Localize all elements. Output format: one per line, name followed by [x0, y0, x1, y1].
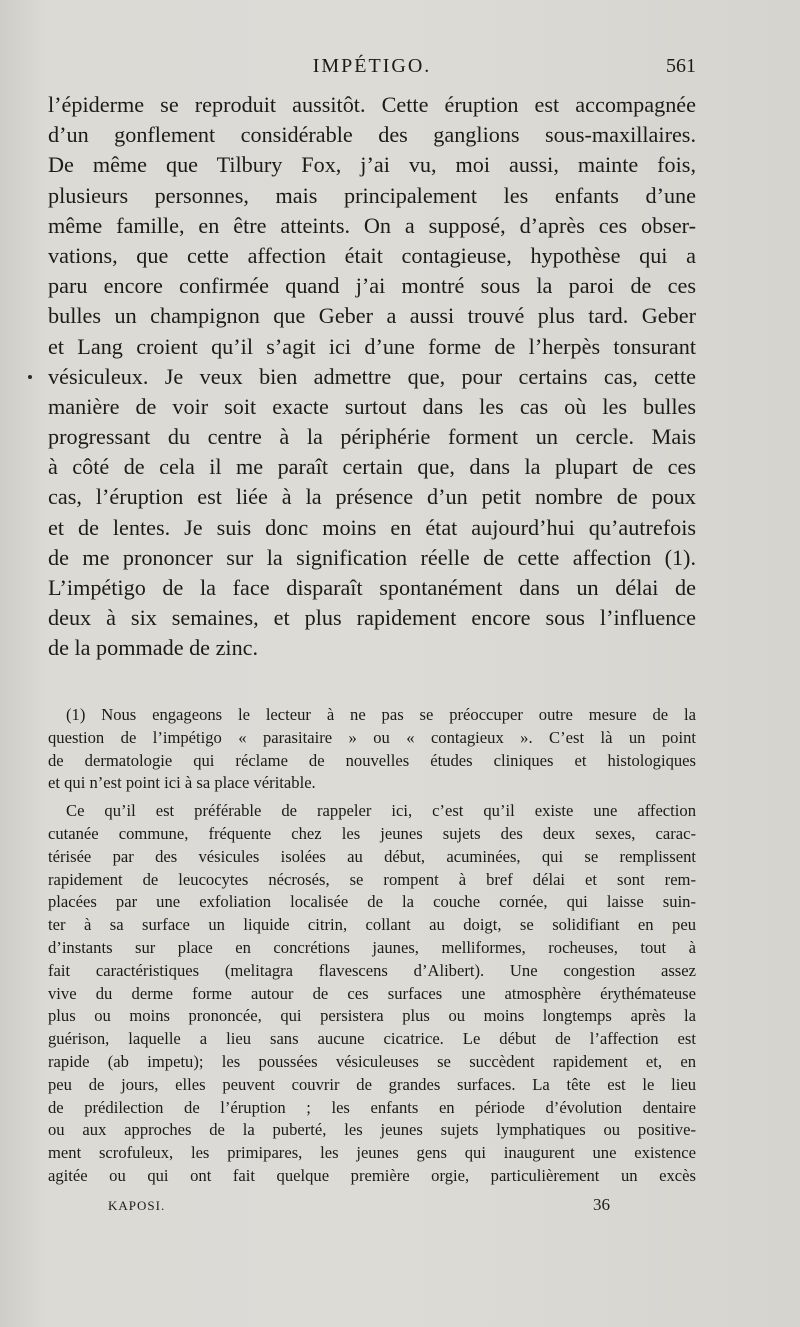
text-line: manière de voir soit exacte surtout dans les cas où les bulles	[48, 393, 696, 419]
footnote	[48, 704, 696, 1188]
text-line: de la pommade de zinc.	[48, 635, 259, 661]
text-line: deux à six semaines, et plus rapidement encore sous l’influence	[48, 605, 696, 631]
footnote-line: fait caractéristiques (melitagra flavescens d’Alibert). Une congestion assez	[48, 960, 696, 980]
footnote-line: rapide (ab impetu); les poussées vésiculeuses se succèdent rapidement et, en	[48, 1051, 696, 1071]
text-line: L’impétigo de la face disparaît spontanément dans un délai de	[48, 575, 696, 600]
text-line: et Lang croient qu’il s’agit ici d’une forme de l’herpès tonsurant	[48, 333, 696, 359]
footnote-line: ment scrofuleux, les primipares, les jeunes gens qui inaugurent une existence	[48, 1143, 696, 1163]
footnote-line: ou aux approches de la puberté, les jeunes sujets lymphatiques ou positive-	[48, 1120, 696, 1140]
sheet-number: 36	[593, 1195, 610, 1214]
footnote-line: vive du derme forme autour de ces surfaces une atmosphère érythémateuse	[48, 983, 696, 1003]
footnote-line: plus ou moins prononcée, qui persistera plus ou moins longtemps après la	[48, 1006, 696, 1026]
text-line: bulles un champignon que Geber a aussi trouvé plus tard. Geber	[48, 303, 696, 329]
margin-mark	[28, 375, 32, 379]
footnote-line: cutanée commune, fréquente chez les jeunes sujets des deux sexes, carac-	[48, 823, 696, 843]
text-line: d’un gonflement considérable des ganglions sous-maxillaires.	[48, 122, 696, 148]
footnote-line: question de l’impétigo « parasitaire » ou « contagieux ». C’est là un point	[48, 727, 696, 747]
text-line: progressant du centre à la périphérie forment un cercle. Mais	[48, 424, 696, 450]
footnote-line: rapidement de leucocytes nécrosés, se rompent à bref délai et sont rem-	[48, 869, 696, 889]
text-line: de me prononcer sur la signification réelle de cette affection (1).	[48, 544, 696, 570]
text-line: cas, l’éruption est liée à la présence d’un petit nombre de poux	[48, 484, 696, 510]
text-line: De même que Tilbury Fox, j’ai vu, moi aussi, mainte fois,	[48, 152, 696, 178]
text-line: paru encore confirmée quand j’ai montré sous la paroi de ces	[48, 273, 696, 299]
footnote-line: térisée par des vésicules isolées au début, acuminées, qui se remplissent	[48, 846, 696, 866]
page-footer	[48, 1195, 696, 1217]
text-line: vations, que cette affection était contagieuse, hypothèse qui a	[48, 242, 696, 268]
text-line: plusieurs personnes, mais principalement les enfants d’une	[48, 182, 696, 208]
footnote-line: (1) Nous engageons le lecteur à ne pas se préoccuper outre mesure de la	[66, 705, 696, 724]
printer-signature: KAPOSI.	[108, 1198, 166, 1213]
running-title: IMPÉTIGO.	[312, 55, 432, 77]
footnote-line: placées par une exfoliation localisée de la couche cornée, qui laisse suin-	[48, 892, 696, 912]
footnote-line: de prédilection de l’éruption ; les enfants en période d’évolution dentaire	[48, 1097, 696, 1117]
footnote-line: peu de jours, elles peuvent couvrir de grandes surfaces. La tête est le lieu	[48, 1074, 696, 1094]
footnote-line: agitée ou qui ont fait quelque première orgie, particulièrement un excès	[48, 1165, 696, 1185]
footnote-line: de dermatologie qui réclame de nouvelles études cliniques et histologiques	[48, 750, 696, 770]
text-line: vésiculeux. Je veux bien admettre que, pour certains cas, cette	[48, 363, 696, 389]
page-number: 561	[666, 55, 696, 77]
text-line: à côté de cela il me paraît certain que, dans la plupart de ces	[48, 454, 696, 480]
text-line: l’épiderme se reproduit aussitôt. Cette éruption est accompagnée	[48, 92, 696, 117]
footnote-line: guérison, laquelle a lieu sans aucune cicatrice. Le début de l’affection est	[48, 1029, 696, 1049]
footnote-line: d’instants sur place en concrétions jaunes, melliformes, rocheuses, tout à	[48, 937, 696, 957]
main-text	[48, 90, 696, 664]
text-line: et de lentes. Je suis donc moins en état aujourd’hui qu’autrefois	[48, 514, 696, 540]
text-line: même famille, en être atteints. On a supposé, d’après ces obser-	[48, 212, 696, 238]
footnote-line: ter à sa surface un liquide citrin, collant au doigt, se solidifiant en peu	[48, 915, 696, 935]
footnote-line: et qui n’est point ici à sa place véritable.	[48, 773, 316, 793]
footnote-line: Ce qu’il est préférable de rappeler ici, c’est qu’il existe une affection	[66, 801, 696, 821]
page-header	[48, 55, 696, 81]
